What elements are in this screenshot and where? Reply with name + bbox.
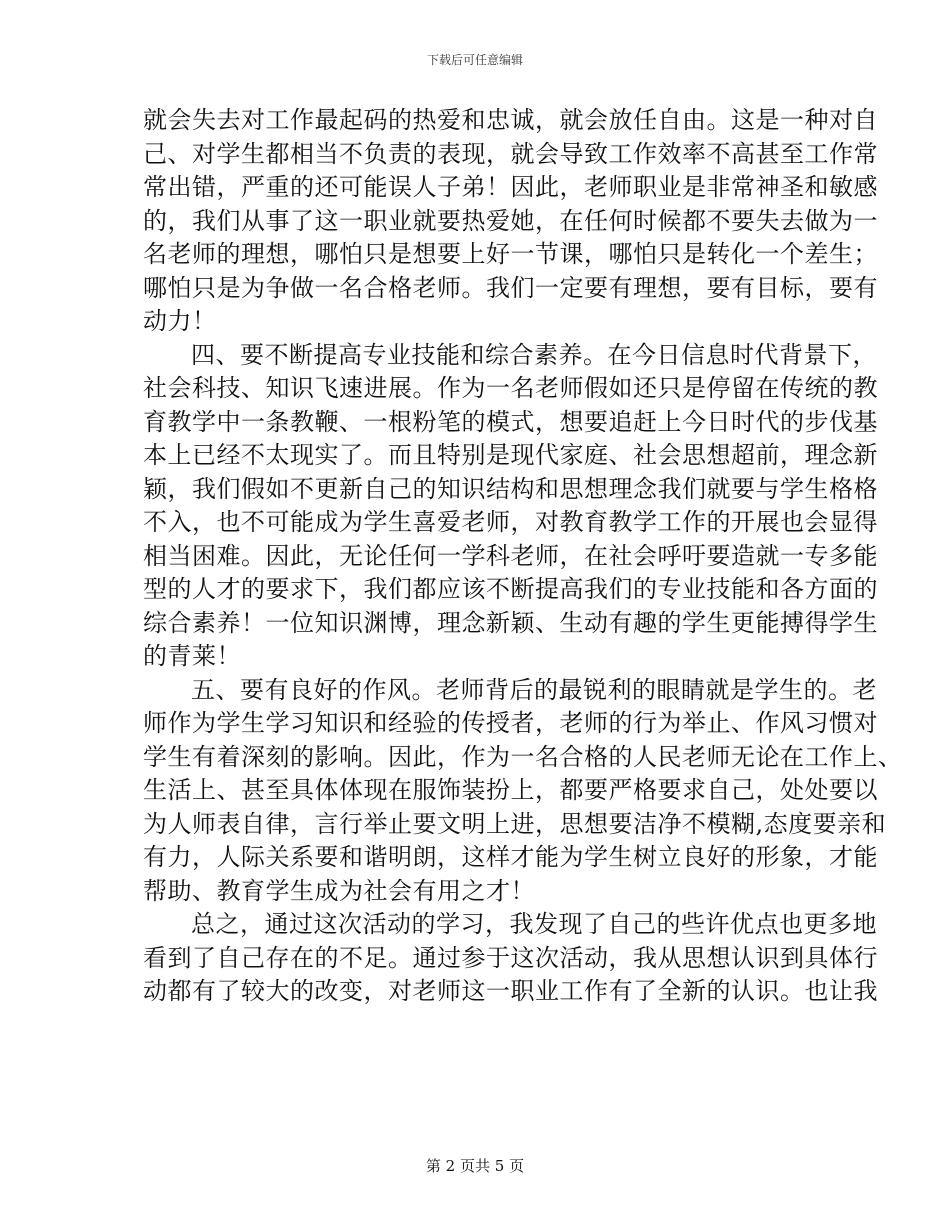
paragraph-line: 师作为学生学习知识和经验的传授者，老师的行为举止、作风习惯对 <box>143 709 878 737</box>
document-body <box>143 104 903 1009</box>
paragraph-line: 动都有了较大的改变，对老师这一职业工作有了全新的认识。也让我 <box>143 977 878 1005</box>
paragraph-line: 五、要有良好的作风。老师背后的最锐利的眼睛就是学生的。老 <box>191 675 877 704</box>
paragraph-line: 为人师表自律，言行举止要文明上进，思想要洁净不模糊,态度要亲和 <box>143 809 887 838</box>
paragraph-line: 哪怕只是为争做一名合格老师。我们一定要有理想，要有目标，要有 <box>143 273 878 302</box>
paragraph-line: 相当困难。因此，无论任何一学科老师，在社会呼吁要造就一专多能 <box>143 541 878 570</box>
paragraph-line: 看到了自己存在的不足。通过参于这次活动，我从思想认识到具体行 <box>143 943 878 972</box>
paragraph <box>143 674 903 909</box>
paragraph-line: 社会科技、知识飞速进展。作为一名老师假如还只是停留在传统的教 <box>143 374 878 402</box>
paragraph-line: 动力！ <box>143 307 217 335</box>
paragraph-line: 己、对学生都相当不负责的表现，就会导致工作效率不高甚至工作常 <box>143 139 878 168</box>
paragraph-line: 综合素养！一位知识渊博，理念新颖、生动有趣的学生更能搏得学生 <box>143 608 878 637</box>
paragraph-line: 名老师的理想，哪怕只是想要上好一节课，哪怕只是转化一个差生； <box>143 240 878 268</box>
paragraph-line: 本上已经不太现实了。而且特别是现代家庭、社会思想超前，理念新 <box>143 441 878 469</box>
paragraph-line: 有力，人际关系要和谐明朗，这样才能为学生树立良好的形象，才能 <box>143 843 878 871</box>
paragraph-line: 型的人才的要求下，我们都应该不断提高我们的专业技能和各方面的 <box>143 575 878 603</box>
paragraph-line: 颖，我们假如不更新自己的知识结构和思想理念我们就要与学生格格 <box>143 474 878 503</box>
paragraph-line: 常出错，严重的还可能误人子弟！因此，老师职业是非常神圣和敏感 <box>143 173 878 201</box>
page-footer: 第 2 页共 5 页 <box>425 1157 525 1175</box>
page-header: 下载后可任意编辑 <box>426 53 523 67</box>
paragraph-line: 帮助、教育学生成为社会有用之才！ <box>143 876 535 905</box>
paragraph-line: 学生有着深刻的影响。因此，作为一名合格的人民老师无论在工作上、 <box>143 742 903 771</box>
paragraph-line: 育教学中一条教鞭、一根粉笔的模式，想要追赶上今日时代的步伐基 <box>143 407 878 436</box>
paragraph-line: 生活上、甚至具体体现在服饰装扮上，都要严格要求自己，处处要以 <box>143 776 878 804</box>
paragraph <box>143 104 878 339</box>
paragraph-line: 四、要不断提高专业技能和综合素养。在今日信息时代背景下， <box>191 340 877 369</box>
paragraph <box>143 908 878 1009</box>
paragraph-line: 总之，通过这次活动的学习，我发现了自己的些许优点也更多地 <box>191 910 877 938</box>
paragraph <box>143 339 878 674</box>
paragraph-line: 的青莱！ <box>143 642 241 670</box>
paragraph-line: 不入，也不可能成为学生喜爱老师，对教育教学工作的开展也会显得 <box>143 508 878 536</box>
paragraph-line: 就会失去对工作最起码的热爱和忠诚，就会放任自由。这是一种对自 <box>143 106 878 134</box>
paragraph-line: 的，我们从事了这一职业就要热爱她，在任何时候都不要失去做为一 <box>143 206 878 235</box>
